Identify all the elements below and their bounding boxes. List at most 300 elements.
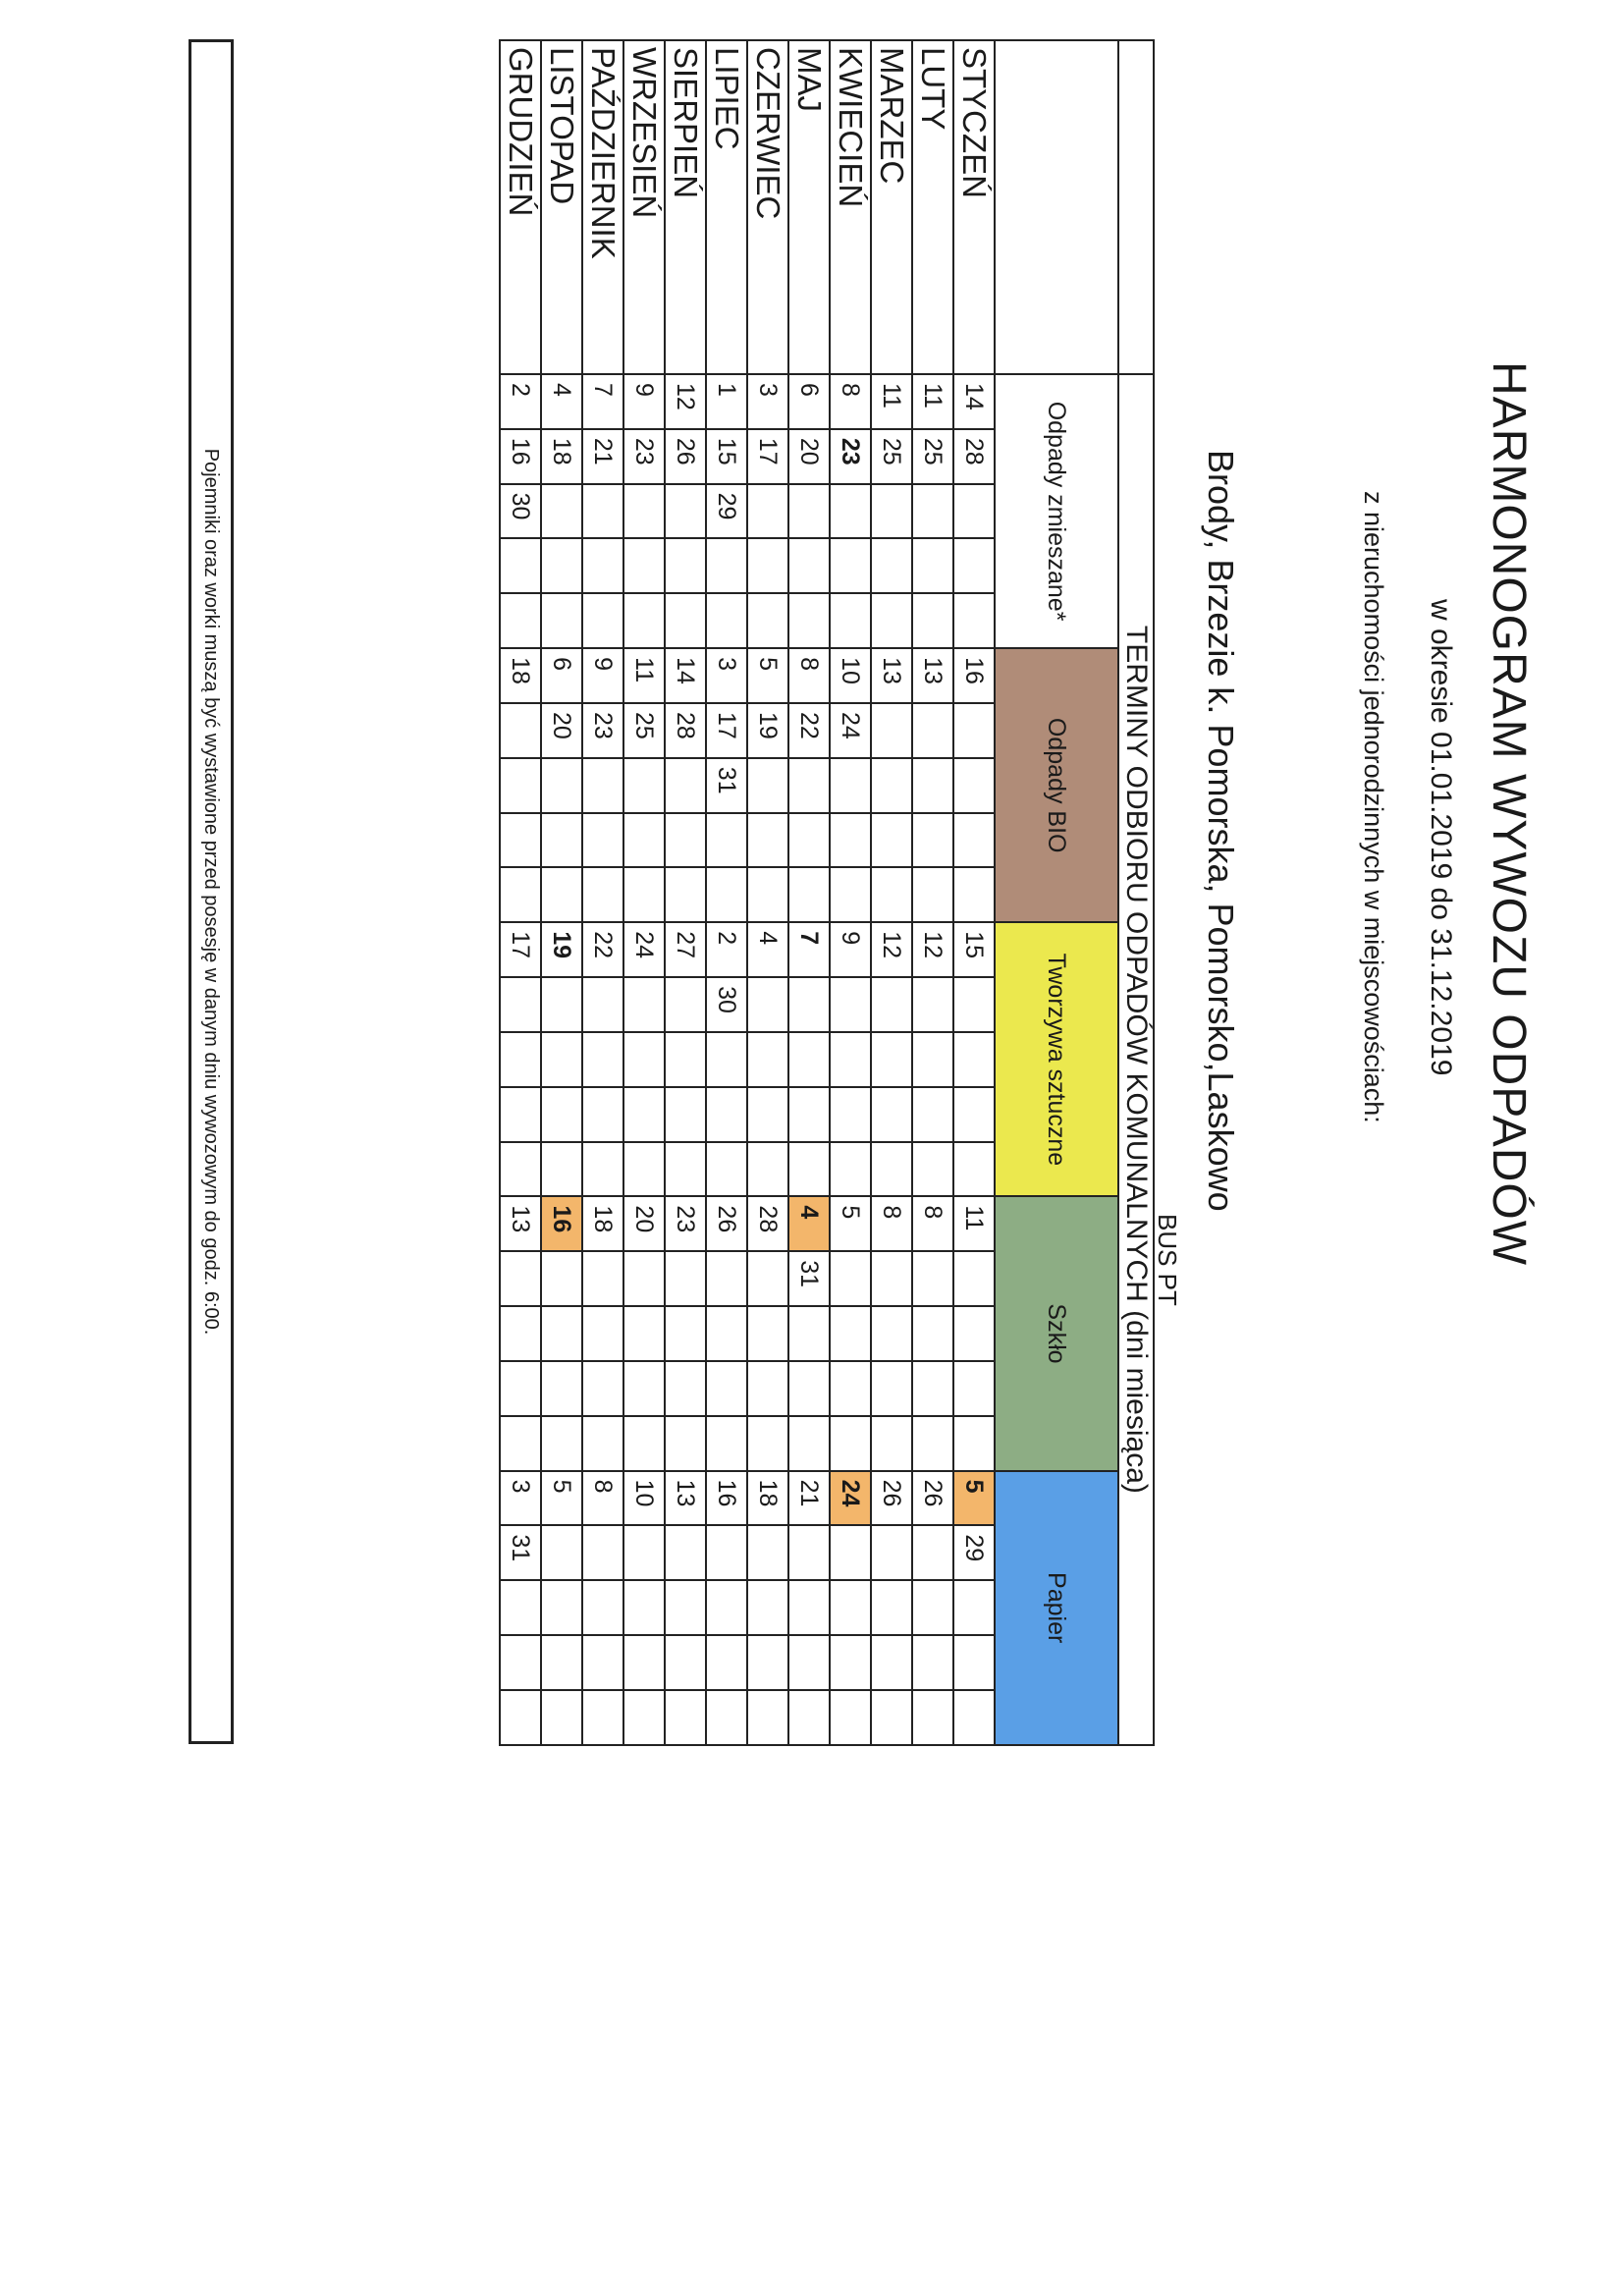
day-cell-mixed: 3 bbox=[747, 374, 788, 429]
month-name: WRZESIEŃ bbox=[623, 40, 665, 374]
day-cell-paper: 31 bbox=[500, 1525, 541, 1580]
day-cell-mixed: 28 bbox=[953, 429, 995, 484]
day-cell-paper: 29 bbox=[953, 1525, 995, 1580]
empty-cell bbox=[500, 1251, 541, 1306]
day-cell-mixed: 20 bbox=[788, 429, 830, 484]
empty-cell bbox=[500, 1361, 541, 1416]
day-cell-plastic: 19 bbox=[541, 922, 582, 977]
empty-cell bbox=[500, 593, 541, 648]
day-cell-mixed: 23 bbox=[623, 429, 665, 484]
empty-cell bbox=[788, 1635, 830, 1690]
empty-cell bbox=[953, 1142, 995, 1197]
empty-cell bbox=[623, 1361, 665, 1416]
month-name: SIERPIEŃ bbox=[665, 40, 706, 374]
day-cell-bio: 28 bbox=[665, 703, 706, 758]
empty-cell bbox=[953, 1251, 995, 1306]
empty-cell bbox=[623, 1142, 665, 1197]
empty-cell bbox=[541, 977, 582, 1032]
header-mixed: Odpady zmieszane* bbox=[995, 374, 1118, 648]
month-name: CZERWIEC bbox=[747, 40, 788, 374]
empty-cell bbox=[623, 1690, 665, 1745]
empty-cell bbox=[541, 1251, 582, 1306]
empty-cell bbox=[500, 1032, 541, 1087]
day-cell-mixed: 21 bbox=[582, 429, 623, 484]
empty-cell bbox=[788, 538, 830, 593]
empty-cell bbox=[706, 1251, 747, 1306]
company-label: BUS PT bbox=[1153, 1214, 1182, 1306]
empty-cell bbox=[541, 1306, 582, 1361]
empty-cell bbox=[582, 758, 623, 813]
empty-cell bbox=[830, 867, 871, 922]
table-row bbox=[665, 40, 706, 1745]
empty-cell bbox=[912, 593, 953, 648]
empty-cell bbox=[541, 1525, 582, 1580]
month-name: PAŹDZIERNIK bbox=[582, 40, 623, 374]
table-title: TERMINY ODBIORU ODPADÓW KOMUNALNYCH (dni miesiąca) bbox=[1118, 374, 1154, 1745]
empty-cell bbox=[706, 1306, 747, 1361]
day-cell-mixed: 11 bbox=[871, 374, 912, 429]
empty-cell bbox=[912, 1087, 953, 1142]
empty-cell bbox=[953, 1690, 995, 1745]
empty-cell bbox=[623, 1416, 665, 1471]
empty-cell bbox=[582, 1361, 623, 1416]
empty-cell bbox=[541, 867, 582, 922]
day-cell-paper: 10 bbox=[623, 1471, 665, 1526]
empty-cell bbox=[582, 977, 623, 1032]
day-cell-plastic: 4 bbox=[747, 922, 788, 977]
empty-cell bbox=[871, 813, 912, 868]
empty-cell bbox=[500, 1142, 541, 1197]
empty-cell bbox=[500, 703, 541, 758]
empty-cell bbox=[747, 1525, 788, 1580]
empty-cell bbox=[500, 867, 541, 922]
empty-cell bbox=[953, 1361, 995, 1416]
empty-cell bbox=[623, 593, 665, 648]
empty-cell bbox=[830, 1032, 871, 1087]
empty-cell bbox=[706, 1580, 747, 1635]
month-name: GRUDZIEŃ bbox=[500, 40, 541, 374]
day-cell-glass: 18 bbox=[582, 1196, 623, 1251]
empty-cell bbox=[953, 1635, 995, 1690]
empty-cell bbox=[747, 538, 788, 593]
day-cell-paper: 16 bbox=[706, 1471, 747, 1526]
empty-cell bbox=[830, 977, 871, 1032]
day-cell-bio: 19 bbox=[747, 703, 788, 758]
day-cell-paper: 3 bbox=[500, 1471, 541, 1526]
empty-cell bbox=[912, 813, 953, 868]
header-plastic: Tworzywa sztuczne bbox=[995, 922, 1118, 1196]
empty-cell bbox=[830, 813, 871, 868]
empty-cell bbox=[623, 758, 665, 813]
day-cell-mixed: 16 bbox=[500, 429, 541, 484]
empty-cell bbox=[665, 1142, 706, 1197]
month-name: LUTY bbox=[912, 40, 953, 374]
empty-cell bbox=[582, 538, 623, 593]
empty-cell bbox=[706, 1525, 747, 1580]
empty-cell bbox=[912, 1306, 953, 1361]
empty-cell bbox=[582, 484, 623, 539]
day-cell-glass: 8 bbox=[871, 1196, 912, 1251]
empty-cell bbox=[953, 813, 995, 868]
empty-cell bbox=[541, 538, 582, 593]
empty-cell bbox=[500, 1087, 541, 1142]
empty-cell bbox=[541, 1142, 582, 1197]
empty-cell bbox=[871, 1087, 912, 1142]
empty-cell bbox=[788, 593, 830, 648]
empty-cell bbox=[953, 703, 995, 758]
day-cell-mixed: 17 bbox=[747, 429, 788, 484]
empty-cell bbox=[541, 813, 582, 868]
table-row bbox=[871, 40, 912, 1745]
subtitle-text: z nieruchomości jednorodzinnych w miejscowościach: bbox=[1359, 491, 1388, 1123]
table-row bbox=[788, 40, 830, 1745]
empty-cell bbox=[623, 867, 665, 922]
empty-cell bbox=[953, 1032, 995, 1087]
day-cell-paper: 26 bbox=[912, 1471, 953, 1526]
empty-cell bbox=[912, 977, 953, 1032]
empty-cell bbox=[871, 1251, 912, 1306]
empty-cell bbox=[747, 813, 788, 868]
empty-cell bbox=[912, 1416, 953, 1471]
empty-cell bbox=[871, 593, 912, 648]
day-cell-plastic: 2 bbox=[706, 922, 747, 977]
day-cell-mixed: 11 bbox=[912, 374, 953, 429]
empty-cell bbox=[953, 1580, 995, 1635]
empty-cell bbox=[541, 1635, 582, 1690]
day-cell-bio: 17 bbox=[706, 703, 747, 758]
empty-cell bbox=[582, 1635, 623, 1690]
empty-cell bbox=[706, 1087, 747, 1142]
empty-cell bbox=[747, 977, 788, 1032]
day-cell-mixed: 15 bbox=[706, 429, 747, 484]
day-cell-plastic: 12 bbox=[871, 922, 912, 977]
empty-cell bbox=[871, 703, 912, 758]
day-cell-mixed: 7 bbox=[582, 374, 623, 429]
empty-cell bbox=[830, 484, 871, 539]
day-cell-mixed: 29 bbox=[706, 484, 747, 539]
day-cell-bio: 10 bbox=[830, 648, 871, 703]
day-cell-paper: 8 bbox=[582, 1471, 623, 1526]
empty-cell bbox=[912, 538, 953, 593]
day-cell-glass: 16 bbox=[541, 1196, 582, 1251]
empty-cell bbox=[747, 1142, 788, 1197]
empty-cell bbox=[541, 1032, 582, 1087]
day-cell-bio: 24 bbox=[830, 703, 871, 758]
empty-cell bbox=[623, 1635, 665, 1690]
empty-cell bbox=[871, 1635, 912, 1690]
empty-cell bbox=[788, 1690, 830, 1745]
empty-cell bbox=[830, 593, 871, 648]
table-row bbox=[953, 40, 995, 1745]
empty-cell bbox=[830, 1251, 871, 1306]
empty-cell bbox=[541, 1361, 582, 1416]
empty-cell bbox=[665, 1525, 706, 1580]
day-cell-plastic: 27 bbox=[665, 922, 706, 977]
empty-cell bbox=[830, 1580, 871, 1635]
day-cell-paper: 26 bbox=[871, 1471, 912, 1526]
empty-cell bbox=[541, 1580, 582, 1635]
empty-cell bbox=[582, 1087, 623, 1142]
empty-cell bbox=[582, 1142, 623, 1197]
day-cell-mixed: 12 bbox=[665, 374, 706, 429]
empty-cell bbox=[706, 1635, 747, 1690]
day-cell-plastic: 17 bbox=[500, 922, 541, 977]
empty-cell bbox=[500, 1690, 541, 1745]
empty-cell bbox=[912, 1635, 953, 1690]
empty-cell bbox=[706, 1032, 747, 1087]
day-cell-bio: 31 bbox=[706, 758, 747, 813]
day-cell-paper: 13 bbox=[665, 1471, 706, 1526]
empty-cell bbox=[830, 1306, 871, 1361]
day-cell-bio: 11 bbox=[623, 648, 665, 703]
table-row bbox=[747, 40, 788, 1745]
empty-cell bbox=[788, 977, 830, 1032]
empty-cell bbox=[623, 977, 665, 1032]
day-cell-glass: 28 bbox=[747, 1196, 788, 1251]
empty-cell bbox=[500, 1635, 541, 1690]
empty-cell bbox=[953, 593, 995, 648]
table-row bbox=[706, 40, 747, 1745]
empty-cell bbox=[830, 1525, 871, 1580]
day-cell-bio: 6 bbox=[541, 648, 582, 703]
empty-cell bbox=[582, 813, 623, 868]
empty-cell bbox=[747, 1251, 788, 1306]
empty-cell bbox=[706, 538, 747, 593]
empty-cell bbox=[871, 1580, 912, 1635]
empty-cell bbox=[953, 1306, 995, 1361]
table-row bbox=[541, 40, 582, 1745]
empty-cell bbox=[706, 1361, 747, 1416]
empty-cell bbox=[912, 484, 953, 539]
empty-cell bbox=[665, 758, 706, 813]
empty-cell bbox=[665, 1032, 706, 1087]
empty-cell bbox=[665, 1361, 706, 1416]
empty-cell bbox=[500, 1306, 541, 1361]
document-title: HARMONOGRAM WYWOZU ODPADÓW bbox=[1483, 361, 1535, 1267]
day-cell-bio: 5 bbox=[747, 648, 788, 703]
empty-cell bbox=[582, 1690, 623, 1745]
day-cell-glass: 4 bbox=[788, 1196, 830, 1251]
empty-cell bbox=[747, 593, 788, 648]
empty-cell bbox=[500, 813, 541, 868]
day-cell-mixed: 26 bbox=[665, 429, 706, 484]
empty-cell bbox=[665, 1416, 706, 1471]
day-cell-plastic: 7 bbox=[788, 922, 830, 977]
empty-cell bbox=[747, 1635, 788, 1690]
empty-cell bbox=[665, 977, 706, 1032]
empty-cell bbox=[665, 813, 706, 868]
empty-cell bbox=[912, 867, 953, 922]
empty-cell bbox=[871, 538, 912, 593]
empty-cell bbox=[871, 758, 912, 813]
day-cell-glass: 5 bbox=[830, 1196, 871, 1251]
empty-cell bbox=[912, 1251, 953, 1306]
day-cell-plastic: 22 bbox=[582, 922, 623, 977]
month-name: LIPIEC bbox=[706, 40, 747, 374]
empty-cell bbox=[788, 813, 830, 868]
empty-cell bbox=[788, 1580, 830, 1635]
empty-cell bbox=[500, 538, 541, 593]
day-cell-mixed: 14 bbox=[953, 374, 995, 429]
empty-cell bbox=[706, 1142, 747, 1197]
empty-cell bbox=[623, 1525, 665, 1580]
empty-cell bbox=[747, 758, 788, 813]
empty-cell bbox=[582, 593, 623, 648]
empty-cell bbox=[582, 1580, 623, 1635]
empty-cell bbox=[788, 484, 830, 539]
day-cell-plastic: 9 bbox=[830, 922, 871, 977]
day-cell-mixed: 30 bbox=[500, 484, 541, 539]
empty-cell bbox=[541, 1087, 582, 1142]
day-cell-glass: 26 bbox=[706, 1196, 747, 1251]
empty-cell bbox=[541, 593, 582, 648]
empty-cell bbox=[871, 1416, 912, 1471]
empty-cell bbox=[953, 977, 995, 1032]
day-cell-paper: 18 bbox=[747, 1471, 788, 1526]
empty-cell bbox=[500, 1580, 541, 1635]
empty-cell bbox=[747, 1032, 788, 1087]
empty-cell bbox=[788, 1416, 830, 1471]
empty-cell bbox=[788, 1525, 830, 1580]
empty-cell bbox=[623, 538, 665, 593]
day-cell-plastic: 30 bbox=[706, 977, 747, 1032]
empty-cell bbox=[871, 1690, 912, 1745]
day-cell-paper: 21 bbox=[788, 1471, 830, 1526]
empty-cell bbox=[871, 1142, 912, 1197]
empty-cell bbox=[912, 758, 953, 813]
table-row bbox=[500, 40, 541, 1745]
day-cell-mixed: 25 bbox=[871, 429, 912, 484]
empty-cell bbox=[871, 484, 912, 539]
empty-cell bbox=[541, 758, 582, 813]
empty-cell bbox=[747, 484, 788, 539]
empty-cell bbox=[953, 867, 995, 922]
empty-cell bbox=[912, 1032, 953, 1087]
day-cell-bio: 23 bbox=[582, 703, 623, 758]
empty-cell bbox=[788, 1306, 830, 1361]
empty-cell bbox=[912, 703, 953, 758]
day-cell-paper: 24 bbox=[830, 1471, 871, 1526]
locations-text: Brody, Brzezie k. Pomorska, Pomorsko,Laskowo bbox=[1201, 450, 1241, 1212]
day-cell-bio: 22 bbox=[788, 703, 830, 758]
day-cell-bio: 8 bbox=[788, 648, 830, 703]
empty-cell bbox=[706, 593, 747, 648]
empty-cell bbox=[747, 1087, 788, 1142]
day-cell-bio: 18 bbox=[500, 648, 541, 703]
table-row bbox=[623, 40, 665, 1745]
empty-cell bbox=[912, 1525, 953, 1580]
day-cell-mixed: 23 bbox=[830, 429, 871, 484]
empty-cell bbox=[665, 1306, 706, 1361]
month-name: STYCZEŃ bbox=[953, 40, 995, 374]
day-cell-mixed: 2 bbox=[500, 374, 541, 429]
day-cell-mixed: 6 bbox=[788, 374, 830, 429]
empty-cell bbox=[871, 1361, 912, 1416]
empty-cell bbox=[830, 1361, 871, 1416]
empty-cell bbox=[706, 813, 747, 868]
empty-cell bbox=[582, 1032, 623, 1087]
month-name: LISTOPAD bbox=[541, 40, 582, 374]
empty-cell bbox=[582, 1525, 623, 1580]
empty-cell bbox=[871, 867, 912, 922]
empty-cell bbox=[871, 977, 912, 1032]
day-cell-bio: 16 bbox=[953, 648, 995, 703]
empty-cell bbox=[623, 484, 665, 539]
empty-cell bbox=[953, 1087, 995, 1142]
table-row bbox=[830, 40, 871, 1745]
empty-cell bbox=[665, 1580, 706, 1635]
empty-cell bbox=[623, 1032, 665, 1087]
empty-cell bbox=[706, 1690, 747, 1745]
empty-cell bbox=[830, 1690, 871, 1745]
period-text: w okresie 01.01.2019 do 31.12.2019 bbox=[1425, 599, 1457, 1076]
corner-cell bbox=[1118, 40, 1154, 374]
empty-cell bbox=[747, 1306, 788, 1361]
day-cell-bio: 9 bbox=[582, 648, 623, 703]
empty-cell bbox=[623, 813, 665, 868]
empty-cell bbox=[912, 1361, 953, 1416]
empty-cell bbox=[582, 1306, 623, 1361]
empty-cell bbox=[912, 1580, 953, 1635]
empty-cell bbox=[541, 1690, 582, 1745]
empty-cell bbox=[747, 867, 788, 922]
empty-cell bbox=[706, 1416, 747, 1471]
empty-cell bbox=[623, 1087, 665, 1142]
empty-cell bbox=[871, 1032, 912, 1087]
day-cell-bio: 20 bbox=[541, 703, 582, 758]
empty-cell bbox=[912, 1690, 953, 1745]
day-cell-bio: 13 bbox=[871, 648, 912, 703]
empty-cell bbox=[541, 1416, 582, 1471]
empty-cell bbox=[582, 1416, 623, 1471]
day-cell-glass: 31 bbox=[788, 1251, 830, 1306]
empty-cell bbox=[953, 1416, 995, 1471]
day-cell-bio: 3 bbox=[706, 648, 747, 703]
header-glass: Szkło bbox=[995, 1196, 1118, 1470]
empty-cell bbox=[500, 758, 541, 813]
empty-cell bbox=[665, 867, 706, 922]
empty-cell bbox=[830, 1087, 871, 1142]
month-name: KWIECIEŃ bbox=[830, 40, 871, 374]
empty-cell bbox=[665, 1251, 706, 1306]
empty-cell bbox=[747, 1416, 788, 1471]
empty-cell bbox=[788, 1032, 830, 1087]
day-cell-plastic: 24 bbox=[623, 922, 665, 977]
day-cell-plastic: 15 bbox=[953, 922, 995, 977]
empty-cell bbox=[953, 538, 995, 593]
empty-cell bbox=[747, 1361, 788, 1416]
month-name: MAJ bbox=[788, 40, 830, 374]
day-cell-mixed: 8 bbox=[830, 374, 871, 429]
day-cell-mixed: 9 bbox=[623, 374, 665, 429]
empty-cell bbox=[706, 867, 747, 922]
empty-cell bbox=[830, 538, 871, 593]
empty-cell bbox=[500, 977, 541, 1032]
empty-cell bbox=[830, 1142, 871, 1197]
day-cell-mixed: 1 bbox=[706, 374, 747, 429]
day-cell-mixed: 25 bbox=[912, 429, 953, 484]
header-paper: Papier bbox=[995, 1471, 1118, 1745]
empty-cell bbox=[541, 484, 582, 539]
empty-cell bbox=[623, 1306, 665, 1361]
empty-cell bbox=[788, 1087, 830, 1142]
empty-cell bbox=[665, 1087, 706, 1142]
empty-cell bbox=[788, 1142, 830, 1197]
empty-cell bbox=[747, 1580, 788, 1635]
empty-cell bbox=[665, 1635, 706, 1690]
empty-cell bbox=[871, 1525, 912, 1580]
day-cell-glass: 23 bbox=[665, 1196, 706, 1251]
